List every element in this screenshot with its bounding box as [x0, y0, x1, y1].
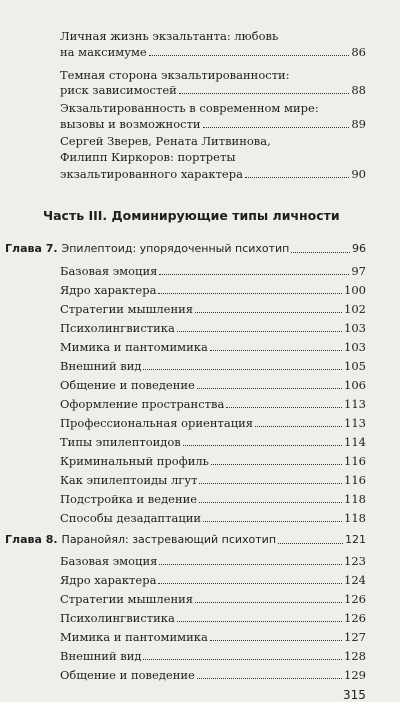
toc-entry-label: риск зависимостей	[60, 83, 177, 97]
toc-entry-label: Базовая эмоция	[60, 554, 158, 568]
toc-entry-page: 128	[344, 649, 366, 663]
dot-leader	[158, 583, 342, 584]
dot-leader	[211, 464, 342, 465]
toc-entry-label: на максимуме	[60, 45, 147, 59]
dot-leader	[177, 331, 342, 332]
dot-leader	[195, 312, 342, 313]
chapter-title: Паранойял: застревающий психотип	[61, 533, 277, 546]
toc-entry-label: Стратегии мышления	[60, 302, 194, 316]
chapter-prefix: Глава 7.	[5, 242, 58, 255]
toc-entry-label: Способы дезадаптации	[60, 511, 202, 525]
toc-entry-line: Филипп Киркоров: портреты	[60, 150, 236, 164]
chapter-page: 121	[345, 533, 366, 546]
toc-entry	[60, 321, 366, 335]
toc-entry	[60, 649, 366, 663]
toc-entry-line: Темная сторона экзальтированности:	[60, 68, 290, 82]
toc-entry-page: 102	[344, 302, 366, 316]
toc-entry-page: 103	[344, 321, 366, 335]
toc-entry-label: вызовы и возможности	[60, 117, 201, 131]
toc-entry-label: Мимика и пантомимика	[60, 340, 208, 354]
toc-entry-label: Психолингвистика	[60, 321, 175, 335]
toc-entry-page: 106	[344, 378, 366, 392]
dot-leader	[197, 678, 342, 679]
page-number: 315	[343, 688, 366, 702]
toc-entry	[60, 592, 366, 606]
toc-entry-label: Оформление пространства	[60, 397, 225, 411]
dot-leader	[255, 426, 342, 427]
dot-leader	[210, 350, 342, 351]
toc-entry	[60, 167, 366, 181]
dot-leader	[210, 640, 342, 641]
toc-entry	[60, 454, 366, 468]
toc-entry	[60, 416, 366, 430]
toc-entry-page: 118	[344, 511, 366, 525]
toc-entry-label: Психолингвистика	[60, 611, 175, 625]
toc-entry-page: 113	[344, 416, 366, 430]
dot-leader	[197, 388, 342, 389]
dot-leader	[143, 369, 342, 370]
toc-entry-label: Профессиональная ориентация	[60, 416, 254, 430]
toc-entry	[60, 554, 366, 568]
chapter-page: 96	[352, 242, 366, 255]
toc-entry	[60, 264, 366, 278]
toc-entry-label: экзальтированного характера	[60, 167, 243, 181]
toc-entry	[60, 611, 366, 625]
dot-leader	[203, 521, 342, 522]
dot-leader	[159, 564, 342, 565]
toc-entry-label: Подстройка и ведение	[60, 492, 198, 506]
dot-leader	[245, 177, 349, 178]
toc-entry-page: 114	[344, 435, 366, 449]
toc-entry	[60, 435, 366, 449]
dot-leader	[199, 483, 342, 484]
toc-entry-label: Ядро характера	[60, 573, 157, 587]
toc-entry-page: 118	[344, 492, 366, 506]
toc-entry-page: 97	[351, 264, 366, 278]
dot-leader	[291, 252, 350, 253]
toc-entry-page: 129	[344, 668, 366, 682]
toc-entry	[60, 45, 366, 59]
chapter-title: Эпилептоид: упорядоченный психотип	[61, 242, 290, 255]
dot-leader	[143, 659, 342, 660]
chapter-heading	[5, 533, 366, 547]
toc-entry-page: 126	[344, 592, 366, 606]
toc-entry-page: 123	[344, 554, 366, 568]
dot-leader	[149, 55, 350, 56]
toc-entry-label: Общение и поведение	[60, 668, 195, 682]
toc-entry-line: Экзальтированность в современном мире:	[60, 101, 319, 115]
toc-entry-page: 89	[351, 117, 366, 131]
toc-entry	[60, 340, 366, 354]
toc-entry	[60, 378, 366, 392]
toc-entry	[60, 83, 366, 97]
toc-entry-label: Базовая эмоция	[60, 264, 158, 278]
toc-entry-page: 126	[344, 611, 366, 625]
dot-leader	[203, 127, 350, 128]
toc-entry-label: Внешний вид	[60, 649, 142, 663]
toc-entry-page: 105	[344, 359, 366, 373]
toc-entry-page: 88	[351, 83, 366, 97]
toc-entry	[60, 630, 366, 644]
toc-entry	[60, 573, 366, 587]
dot-leader	[278, 543, 343, 544]
toc-entry-page: 127	[344, 630, 366, 644]
dot-leader	[183, 445, 342, 446]
part-heading: Часть III. Доминирующие типы личности	[43, 208, 340, 223]
toc-entry	[60, 283, 366, 297]
toc-entry	[60, 302, 366, 316]
toc-entry-page: 86	[351, 45, 366, 59]
toc-entry-page: 124	[344, 573, 366, 587]
toc-entry	[60, 473, 366, 487]
toc-entry-page: 116	[344, 454, 366, 468]
dot-leader	[195, 602, 342, 603]
toc-entry-page: 113	[344, 397, 366, 411]
dot-leader	[159, 274, 349, 275]
toc-entry-line: Сергей Зверев, Рената Литвинова,	[60, 134, 271, 148]
dot-leader	[226, 407, 342, 408]
toc-entry	[60, 511, 366, 525]
toc-entry-line: Личная жизнь экзальтанта: любовь	[60, 29, 279, 43]
toc-entry	[60, 359, 366, 373]
toc-entry-page: 100	[344, 283, 366, 297]
toc-entry	[60, 668, 366, 682]
dot-leader	[179, 93, 350, 94]
toc-entry-label: Типы эпилептоидов	[60, 435, 181, 449]
toc-entry-page: 103	[344, 340, 366, 354]
dot-leader	[177, 621, 342, 622]
toc-entry-label: Общение и поведение	[60, 378, 195, 392]
toc-entry-label: Стратегии мышления	[60, 592, 194, 606]
dot-leader	[199, 502, 342, 503]
chapter-prefix: Глава 8.	[5, 533, 58, 546]
chapter-heading	[5, 242, 366, 256]
toc-entry-label: Криминальный профиль	[60, 454, 209, 468]
toc-entry-page: 90	[351, 167, 366, 181]
toc-entry-label: Как эпилептоиды лгут	[60, 473, 198, 487]
toc-entry	[60, 397, 366, 411]
toc-entry-label: Внешний вид	[60, 359, 142, 373]
toc-entry-page: 116	[344, 473, 366, 487]
toc-entry	[60, 492, 366, 506]
dot-leader	[158, 293, 342, 294]
toc-entry-label: Мимика и пантомимика	[60, 630, 208, 644]
toc-entry	[60, 117, 366, 131]
toc-entry-label: Ядро характера	[60, 283, 157, 297]
